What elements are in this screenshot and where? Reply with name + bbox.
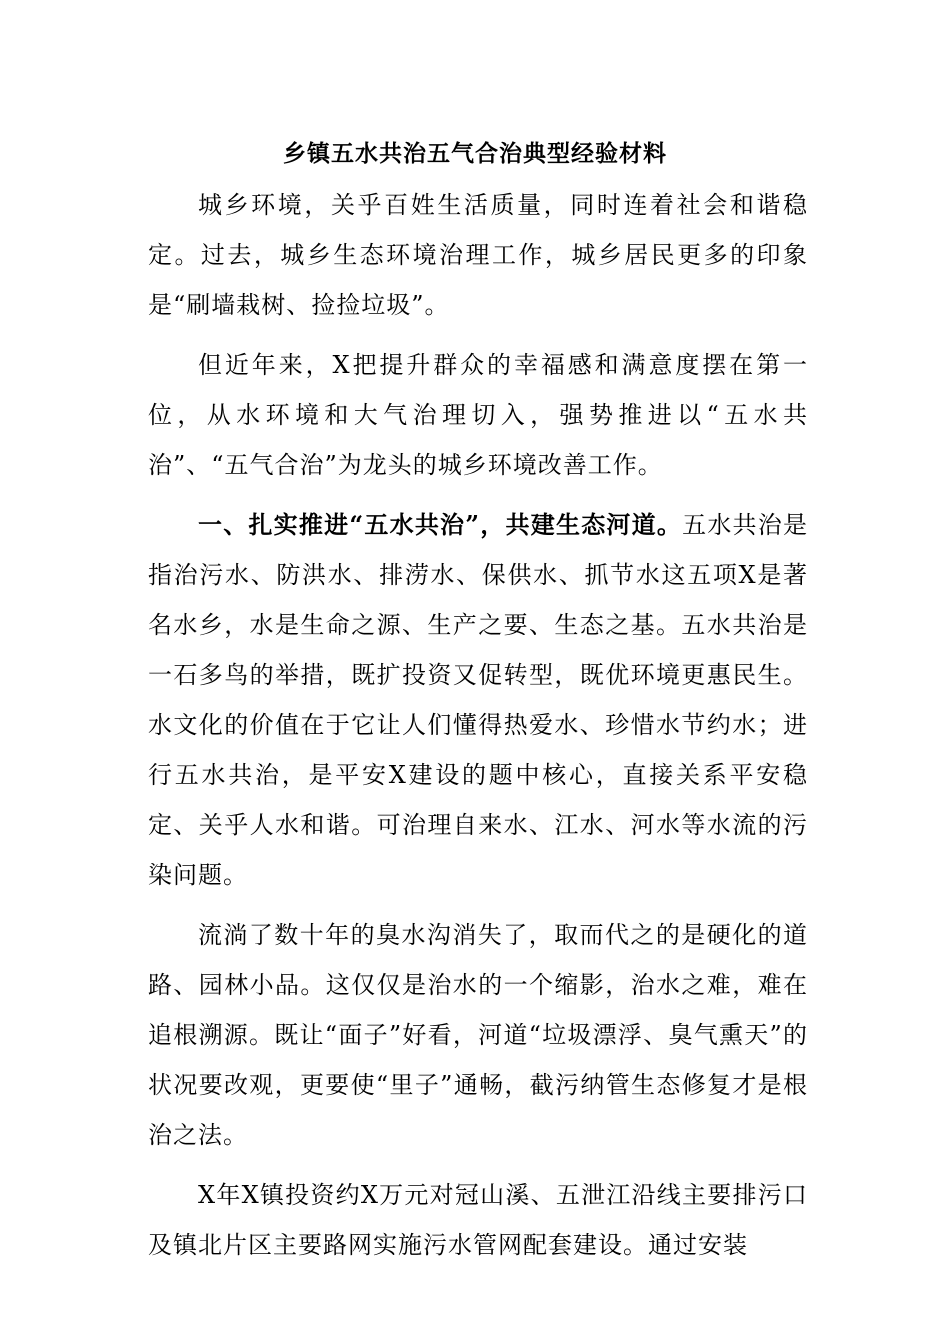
paragraph-1: 城乡环境，关乎百姓生活质量，同时连着社会和谐稳定。过去，城乡生态环境治理工作，城乡居民更多的印象是“刷墙栽树、捡捡垃圾”。 <box>148 191 808 319</box>
document-title: 乡镇五水共治五气合治典型经验材料 <box>283 140 667 167</box>
paragraph-2: 但近年来，X把提升群众的幸福感和满意度摆在第一位，从水环境和大气治理切入，强势推进以“五水共治”、“五气合治”为龙头的城乡环境改善工作。 <box>148 351 808 479</box>
paragraph-4: 流淌了数十年的臭水沟消失了，取而代之的是硬化的道路、园林小品。这仅仅是治水的一个缩影，治水之难，难在追根溯源。既让“面子”好看，河道“垃圾漂浮、臭气熏天”的状况要改观，更要使“里子”通畅，截污纳管生态修复才是根治之法。 <box>148 921 808 1149</box>
paragraph-3-text: 五水共治是指治污水、防洪水、排涝水、保供水、抓节水这五项X是著名水乡，水是生命之源、生产之要、生态之基。五水共治是一石多鸟的举措，既扩投资又促转型，既优环境更惠民生。水文化的价值在于它让人们懂得热爱水、珍惜水节约水；进行五水共治，是平安X建设的题中核心，直接关系平安稳定、关乎人水和谐。可治理自来水、江水、河水等水流的污染问题。 <box>148 511 809 889</box>
paragraph-5: X年X镇投资约X万元对冠山溪、五泄江沿线主要排污口及镇北片区主要路网实施污水管网配套建设。通过安装 <box>148 1181 808 1259</box>
paragraph-3 <box>148 500 808 900</box>
document-body <box>148 180 808 1280</box>
section-heading: 一、扎实推进“五水共治”，共建生态河道。 <box>198 510 683 539</box>
